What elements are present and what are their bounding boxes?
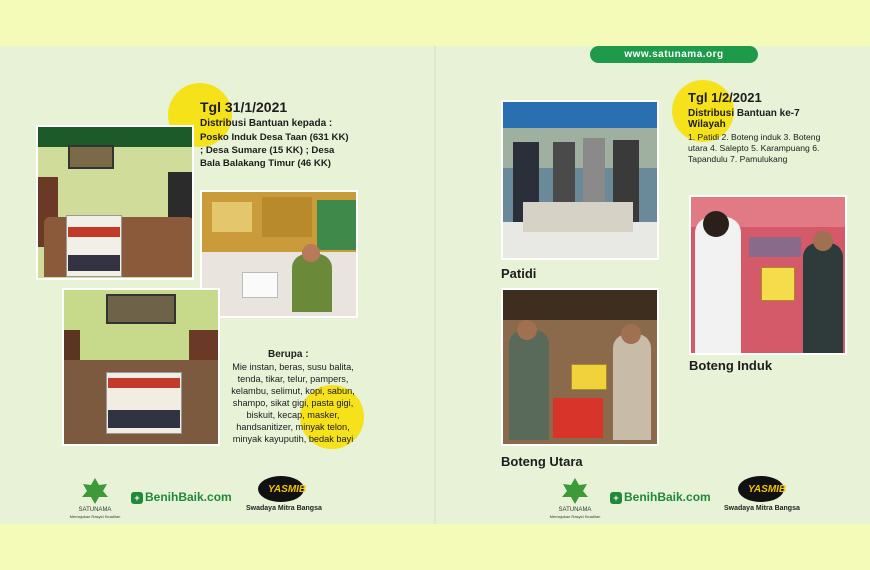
areas-line-3: Tapandulu 7. Pamulukang — [688, 154, 788, 164]
items-heading: Berupa : — [268, 349, 309, 360]
top-band — [0, 0, 870, 46]
satunama-tagline-right: Memajukan Rasyid Keadilan — [549, 514, 601, 519]
photo-posko-induk — [36, 125, 194, 280]
left-recipients — [200, 131, 349, 170]
photo-desa-sumare — [62, 288, 220, 446]
caption-boteng-utara: Boteng Utara — [501, 454, 583, 469]
areas-line-2: utara 4. Salepto 5. Karampuang 6. — [688, 143, 820, 153]
areas-line-1: 1. Patidi 2. Boteng induk 3. Boteng — [688, 132, 821, 142]
satunama-logo-text-right: SATUNAMA — [558, 507, 592, 513]
items-line-4: shampo, sikat gigi, pasta gigi, — [232, 398, 354, 408]
right-distribution-heading-1: Distribusi Bantuan ke-7 — [688, 108, 800, 119]
yasmib-label: Swadaya Mitra Bangsa — [246, 505, 322, 512]
yasmib-label-right: Swadaya Mitra Bangsa — [724, 505, 800, 512]
benihbaik-text-right: BenihBaik.com — [624, 490, 711, 504]
left-date-title: Tgl 31/1/2021 — [200, 99, 288, 115]
items-line-5: biskuit, kecap, masker, — [246, 410, 340, 420]
bottom-band — [0, 524, 870, 570]
benihbaik-text: BenihBaik.com — [145, 490, 232, 504]
satunama-leaf-icon — [80, 476, 110, 506]
items-line-1: Mie instan, beras, susu balita, — [232, 362, 354, 372]
recipients-line-3: Bala Balakang Timur (46 KK) — [200, 158, 331, 169]
benihbaik-icon: + — [131, 492, 143, 504]
items-list — [224, 361, 362, 445]
photo-boteng-utara — [501, 288, 659, 446]
page-gutter — [434, 46, 436, 524]
benihbaik-logo — [131, 490, 232, 504]
satunama-leaf-icon-right — [560, 476, 590, 506]
right-date-title: Tgl 1/2/2021 — [688, 90, 762, 105]
recipients-line-1: Posko Induk Desa Taan (631 KK) — [200, 132, 349, 143]
photo-patidi — [501, 100, 659, 260]
items-line-7: minyak kayuputih, bedak bayi — [232, 434, 354, 444]
areas-list — [688, 132, 820, 165]
items-line-6: handsanitizer, minyak telon, — [236, 422, 350, 432]
recipients-line-2: ; Desa Sumare (15 KK) ; Desa — [200, 145, 335, 156]
items-line-3: kelambu, selimut, kopi, sabun, — [231, 386, 355, 396]
left-distribution-heading: Distribusi Bantuan kepada : — [200, 118, 333, 129]
yasmib-logo-text: YASMIB — [268, 484, 307, 495]
photo-relief-goods — [200, 190, 358, 318]
satunama-tagline: Memajukan Rasyid Keadilan — [69, 514, 121, 519]
items-line-2: tenda, tikar, telur, pampers, — [237, 374, 349, 384]
photo-boteng-induk — [689, 195, 847, 355]
benihbaik-logo-right — [610, 490, 711, 504]
caption-patidi: Patidi — [501, 266, 537, 281]
benihbaik-icon-right: + — [610, 492, 622, 504]
yasmib-logo-text-right: YASMIB — [748, 484, 787, 495]
satunama-logo-text: SATUNAMA — [78, 507, 112, 513]
right-distribution-heading-2: Wilayah — [688, 119, 726, 130]
website-url-pill[interactable]: www.satunama.org — [590, 46, 758, 63]
caption-boteng-induk: Boteng Induk — [689, 358, 773, 373]
